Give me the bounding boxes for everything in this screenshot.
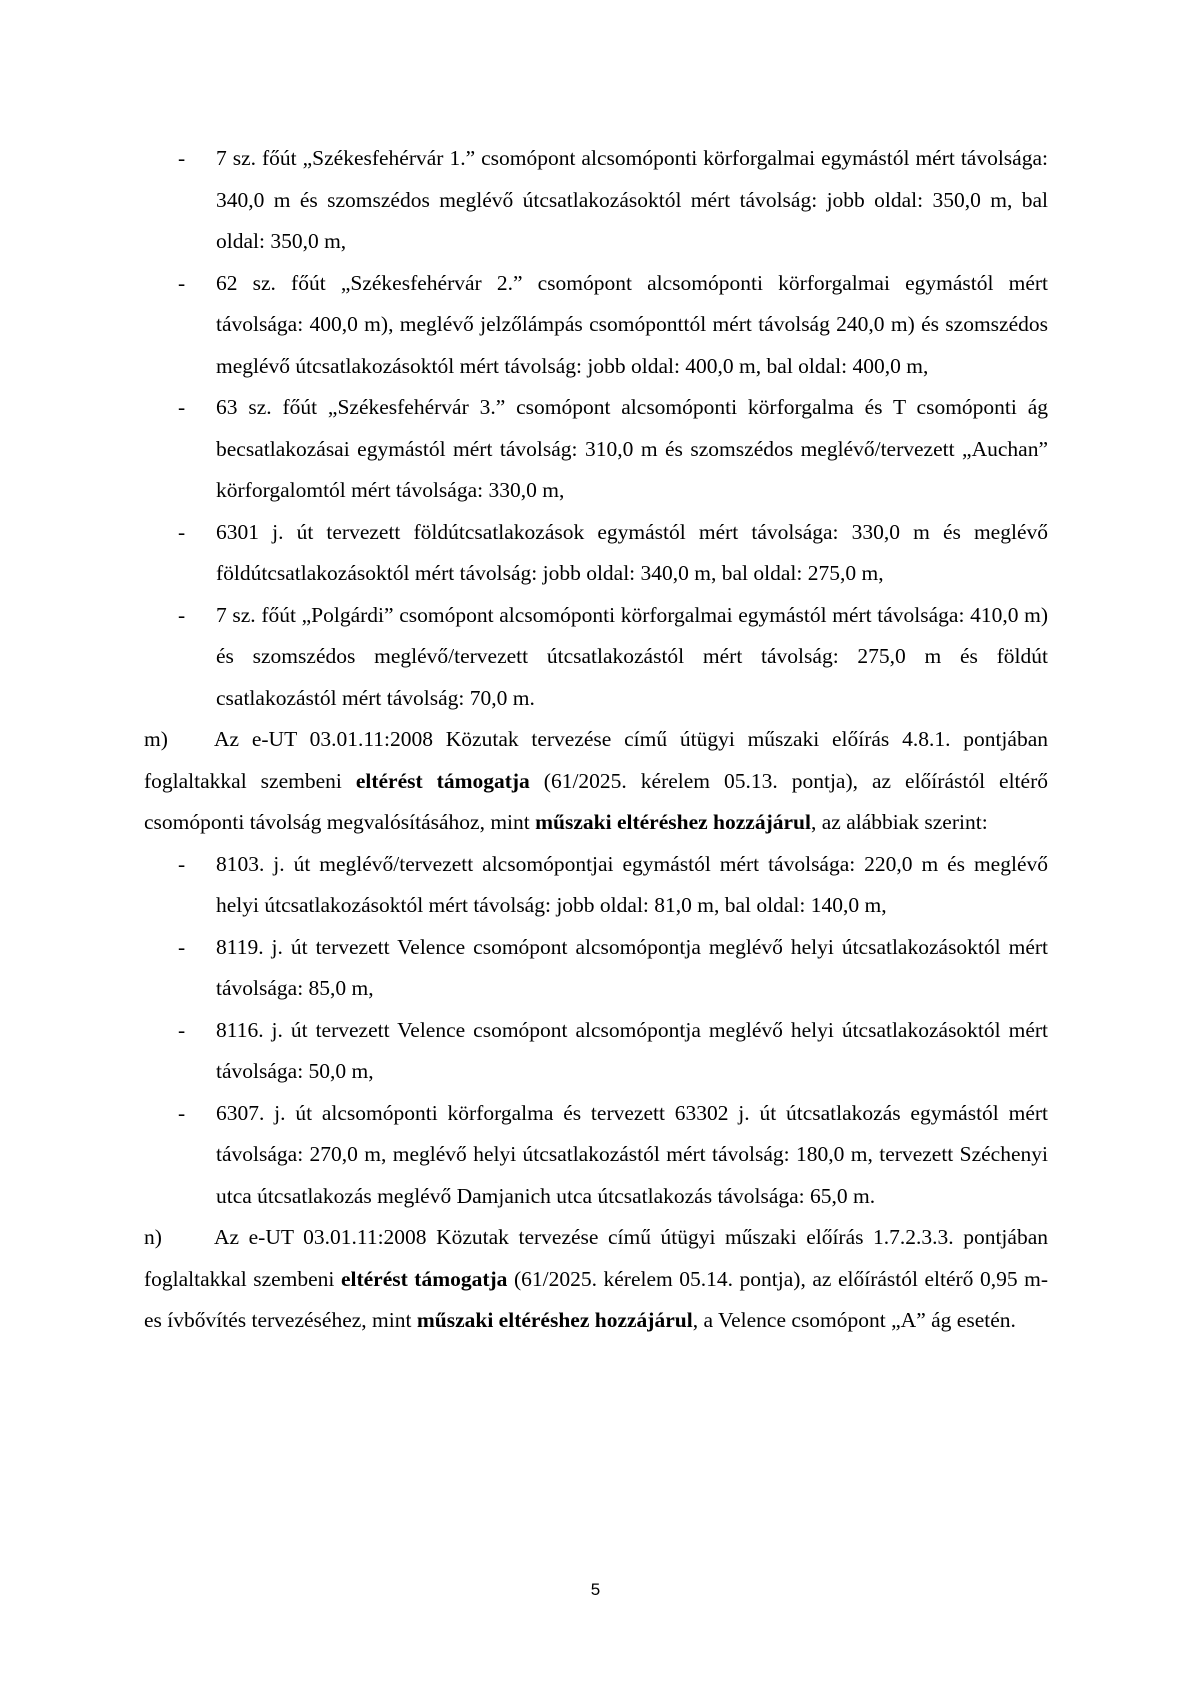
list-item-text: 63 sz. főút „Székesfehérvár 3.” csomópont alcsomóponti körforgalma és T csomóponti ág becsatlakozásai egymástól mért távolság: 310,0 m és szomszédos meglévő/tervezett „Auchan” körforgalomtól mért távolsága: 330,0 m, <box>216 395 1048 502</box>
list-item-text: 8119. j. út tervezett Velence csomópont alcsomópontja meglévő helyi útcsatlakozásoktól mért távolsága: 85,0 m, <box>216 934 1048 1000</box>
page-number: 5 <box>590 1580 601 1599</box>
list-dash: - <box>178 270 186 295</box>
list-item <box>144 512 1048 595</box>
paragraph-bold-text: eltérést támogatja <box>340 1266 508 1291</box>
list-item-text: 8103. j. út meglévő/tervezett alcsomópontjai egymástól mért távolsága: 220,0 m és meglévő helyi útcsatlakozásoktól mért távolság: jobb oldal: 81,0 m, bal oldal: 140,0 m, <box>216 851 1048 917</box>
list-item <box>144 1010 1048 1093</box>
list-dash: - <box>178 1100 186 1125</box>
list-item-text: 7 sz. főút „Székesfehérvár 1.” csomópont alcsomóponti körforgalmai egymástól mért távolsága: 340,0 m és szomszédos meglévő útcsatlakozásoktól mért távolság: jobb oldal: 350,0 m, bal oldal: 350,0 m, <box>216 146 1048 253</box>
page-content <box>144 138 1048 1342</box>
list-dash: - <box>178 1017 186 1042</box>
list-dash: - <box>178 146 186 170</box>
paragraph-marker: n) <box>144 1225 162 1249</box>
paragraph-text: , az alábbiak szerint: <box>810 810 988 834</box>
paragraph-n <box>144 1217 1048 1342</box>
paragraph-text: Az e-UT 03.01.11:2008 Közutak tervezése című útügyi műszaki előírás 1.7.2.3.3. pontjában foglaltakkal szembeni <box>144 1225 1048 1291</box>
list-dash: - <box>178 851 186 876</box>
paragraph-m <box>144 719 1048 844</box>
list-item <box>144 138 1048 263</box>
list-item <box>144 595 1048 720</box>
list-item-text: 8116. j. út tervezett Velence csomópont alcsomópontja meglévő helyi útcsatlakozásoktól mért távolsága: 50,0 m, <box>216 1017 1048 1083</box>
paragraph-text: Az e-UT 03.01.11:2008 Közutak tervezése című útügyi műszaki előírás 4.8.1. pontjában foglaltakkal szembeni <box>144 727 1048 793</box>
list-item-text: 62 sz. főút „Székesfehérvár 2.” csomópont alcsomóponti körforgalmai egymástól mért távolsága: 400,0 m), meglévő jelzőlámpás csomóponttól mért távolság 240,0 m) és szomszédos meglévő útcsatlakozásoktól mért távolság: jobb oldal: 400,0 m, bal oldal: 400,0 m, <box>216 270 1048 378</box>
list-dash: - <box>178 602 186 627</box>
paragraph-text: (61/2025. kérelem 05.14. pontja), az előírástól eltérő 0,95 m-es ívbővítés tervezéséhez, mint <box>144 1266 1048 1332</box>
paragraph-bold-text: műszaki eltéréshez hozzájárul <box>535 810 811 834</box>
list-item-text: 6307. j. út alcsomóponti körforgalma és tervezett 63302 j. út útcsatlakozás egymástól mért távolsága: 270,0 m, meglévő helyi útcsatlakozástól mért távolság: 180,0 m, tervezett Széchenyi utca útcsatlakozás meglévő Damjanich utca útcsatlakozás távolsága: 65,0 m. <box>216 1100 1048 1208</box>
list-dash: - <box>178 934 186 959</box>
paragraph-bold-text: műszaki eltéréshez hozzájárul <box>416 1308 693 1332</box>
list-item-text: 7 sz. főút „Polgárdi” csomópont alcsomóponti körforgalmai egymástól mért távolsága: 410,0 m) és szomszédos meglévő/tervezett útcsatlakozástól mért távolság: 275,0 m és földút csatlakozástól mért távolság: 70,0 m. <box>216 602 1048 710</box>
list-item <box>144 387 1048 512</box>
paragraph-bold-text: eltérést támogatja <box>355 768 530 793</box>
list-dash: - <box>178 395 186 419</box>
paragraph-marker: m) <box>144 727 168 751</box>
paragraph-text: (61/2025. kérelem 05.13. pontja), az előírástól eltérő csomóponti távolság megvalósításához, mint <box>144 768 1048 834</box>
list-item <box>144 844 1048 927</box>
list-item <box>144 1093 1048 1218</box>
list-item <box>144 927 1048 1010</box>
list-item <box>144 263 1048 388</box>
list-dash: - <box>178 519 186 544</box>
paragraph-text: , a Velence csomópont „A” ág esetén. <box>692 1308 1016 1332</box>
list-item-text: 6301 j. út tervezett földútcsatlakozások egymástól mért távolsága: 330,0 m és meglévő földútcsatlakozásoktól mért távolság: jobb oldal: 340,0 m, bal oldal: 275,0 m, <box>216 519 1048 585</box>
